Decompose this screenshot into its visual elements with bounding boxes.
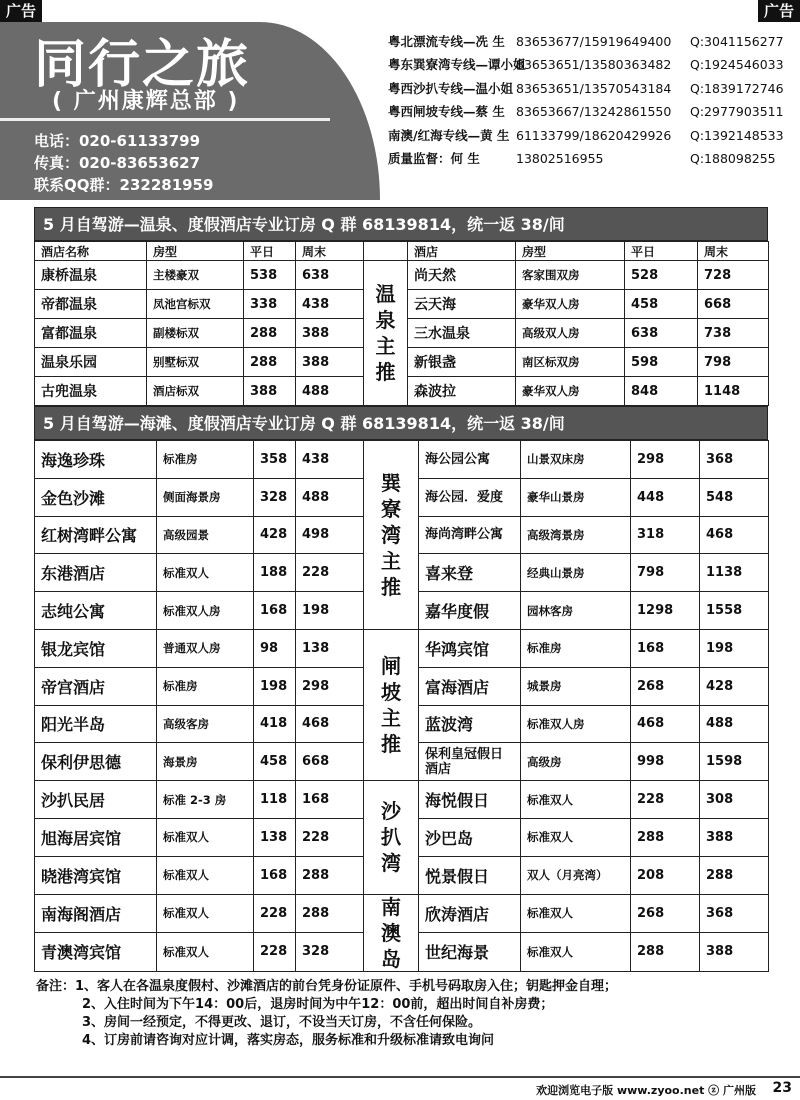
cell: 468: [700, 516, 769, 554]
cell: 228: [296, 554, 364, 592]
cell: 山景双床房: [521, 441, 631, 479]
cell: 喜来登: [419, 554, 521, 592]
cell: 主楼豪双: [147, 261, 244, 290]
cell: 双人（月亮湾）: [521, 856, 631, 894]
cell: 358: [254, 441, 296, 479]
column-header: 房型: [147, 242, 244, 261]
cell: 738: [698, 319, 769, 348]
cell: 海景房: [157, 743, 254, 781]
cell: 288: [296, 856, 364, 894]
cell: 538: [244, 261, 296, 290]
region-label-chars: [364, 654, 418, 756]
cell: 帝都温泉: [35, 290, 147, 319]
cell: 海逸珍珠: [35, 441, 157, 479]
contact-qq-group: 联系QQ群：232281959: [34, 176, 214, 194]
cell: 红树湾畔公寓: [35, 516, 157, 554]
line-name: 质量监督：何 生: [388, 151, 480, 167]
cell: 728: [698, 261, 769, 290]
cell: 康桥温泉: [35, 261, 147, 290]
cell: 保利皇冠假日酒店: [419, 743, 521, 781]
cell: 468: [296, 705, 364, 743]
cell: 228: [631, 781, 700, 819]
cell: 侧面海景房: [157, 478, 254, 516]
cell: 标准双人: [521, 894, 631, 933]
cell: 高级客房: [157, 705, 254, 743]
cell: 豪华双人房: [516, 377, 625, 406]
cell: 海悦假日: [419, 781, 521, 819]
cell: 458: [625, 290, 698, 319]
cell: 368: [700, 894, 769, 933]
cell: 标准房: [521, 629, 631, 667]
region-char: 坡: [381, 680, 401, 705]
cell: 388: [700, 818, 769, 856]
logo-panel: [0, 22, 380, 200]
cell: 标准房: [157, 441, 254, 479]
cell: 168: [296, 781, 364, 819]
cell: 188: [254, 554, 296, 592]
region-label: [364, 894, 419, 971]
table-row: [35, 629, 769, 667]
contact-line: [388, 124, 796, 147]
cell: 288: [631, 933, 700, 972]
section2-banner: 5 月自驾游—海滩、度假酒店专业订房 Q 群 68139814，统一返 38/间: [34, 406, 768, 440]
region-label: [364, 441, 419, 630]
cell: 1558: [700, 592, 769, 630]
cell: 东港酒店: [35, 554, 157, 592]
note-line: 3、房间一经预定，不得更改、退订，不设当天订房，不含任何保险。: [82, 1014, 482, 1030]
cell: 嘉华度假: [419, 592, 521, 630]
cell: 668: [698, 290, 769, 319]
cell: 308: [700, 781, 769, 819]
region-label-chars: [364, 895, 418, 971]
cell: 欣涛酒店: [419, 894, 521, 933]
cell: 海公园公寓: [419, 441, 521, 479]
cell: 228: [296, 818, 364, 856]
cell: 328: [296, 933, 364, 972]
region-char: 闸: [381, 654, 401, 679]
line-name: 南澳/红海专线—黄 生: [388, 127, 510, 143]
table-row: [35, 441, 769, 479]
cell: 1148: [698, 377, 769, 406]
cell: 高级园景: [157, 516, 254, 554]
beach-table: [34, 440, 769, 972]
cell: 森波拉: [408, 377, 516, 406]
line-qq: Q:188098255: [690, 151, 776, 167]
line-name: 粤西沙扒专线—温小姐: [388, 80, 514, 96]
note-line: 2、入住时间为下午14：00后，退房时间为中午12：00前，超出时间自补房费；: [82, 996, 554, 1012]
cell: 548: [700, 478, 769, 516]
cell: 468: [631, 705, 700, 743]
region-label: [364, 629, 419, 780]
line-phone: 83653651/13570543184: [516, 80, 672, 96]
contact-line: [388, 30, 796, 53]
cell: 云天海: [408, 290, 516, 319]
cell: 418: [254, 705, 296, 743]
region-char: 推: [381, 732, 401, 757]
cell: 晓港湾宾馆: [35, 856, 157, 894]
line-name: 粤北漂流专线—冼 生: [388, 34, 505, 49]
column-header: 酒店: [408, 242, 516, 261]
region-char: 主: [381, 548, 401, 573]
region-char: 沙: [381, 799, 401, 824]
region-char: 主: [375, 334, 396, 358]
cell: 园林客房: [521, 592, 631, 630]
cell: 海尚湾畔公寓: [419, 516, 521, 554]
region-label-chars: [364, 282, 407, 384]
cell: 228: [254, 933, 296, 972]
cell: 388: [296, 319, 364, 348]
cell: 标准双人: [521, 818, 631, 856]
cell: 488: [296, 478, 364, 516]
contact-phone: 电话：020-61133799: [34, 132, 201, 150]
line-qq: Q:1392148533: [690, 127, 784, 143]
cell: 蓝波湾: [419, 705, 521, 743]
cell: 经典山景房: [521, 554, 631, 592]
cell: 三水温泉: [408, 319, 516, 348]
column-header: 平日: [625, 242, 698, 261]
cell: 138: [254, 818, 296, 856]
cell: 标准双人房: [157, 592, 254, 630]
cell: 沙扒民居: [35, 781, 157, 819]
cell: 南海阁酒店: [35, 894, 157, 933]
cell: 标准双人: [157, 933, 254, 972]
region-char: 温: [375, 282, 396, 306]
line-phone: 83653667/13242861550: [516, 104, 672, 120]
cell: 普通双人房: [157, 629, 254, 667]
cell: 别墅标双: [147, 348, 244, 377]
contact-lines: [388, 30, 796, 170]
cell: 448: [631, 478, 700, 516]
cell: 298: [631, 441, 700, 479]
cell: 沙巴岛: [419, 818, 521, 856]
brand-title: 同行之旅: [34, 34, 251, 95]
page-number: 23: [772, 1080, 792, 1096]
cell: 标准双人: [521, 781, 631, 819]
cell: 城景房: [521, 667, 631, 705]
contact-fax: 传真：020-83653627: [34, 154, 201, 172]
note-line: 4、订房前请咨询对应计调，落实房态，服务标准和升级标准请致电询问: [82, 1032, 495, 1048]
cell: 豪华山景房: [521, 478, 631, 516]
cell: 阳光半岛: [35, 705, 157, 743]
cell: 318: [631, 516, 700, 554]
cell: 488: [700, 705, 769, 743]
line-name: 粤西闸坡专线—蔡 生: [388, 104, 505, 120]
ad-tag-left: 广告: [0, 0, 42, 22]
cell: 118: [254, 781, 296, 819]
cell: 旭海居宾馆: [35, 818, 157, 856]
cell: 288: [296, 894, 364, 933]
cell: 富海酒店: [419, 667, 521, 705]
cell: 298: [296, 667, 364, 705]
cell: 388: [296, 348, 364, 377]
cell: 368: [700, 441, 769, 479]
table-header-row: [35, 242, 769, 261]
table-row: [35, 261, 769, 290]
cell: 498: [296, 516, 364, 554]
header-spacer: [364, 242, 408, 261]
table-row: [35, 781, 769, 819]
region-char: 扒: [381, 825, 401, 850]
column-header: 房型: [516, 242, 625, 261]
cell: 208: [631, 856, 700, 894]
header: [0, 22, 800, 200]
cell: 世纪海景: [419, 933, 521, 972]
cell: 标准房: [157, 667, 254, 705]
cell: 438: [296, 290, 364, 319]
cell: 金色沙滩: [35, 478, 157, 516]
line-qq: Q:1839172746: [690, 80, 784, 96]
cell: 客家围双房: [516, 261, 625, 290]
cell: 668: [296, 743, 364, 781]
region-char: 澳: [381, 920, 401, 945]
cell: 168: [254, 856, 296, 894]
cell: 标准双人: [521, 933, 631, 972]
cell: 标准双人房: [521, 705, 631, 743]
cell: 豪华双人房: [516, 290, 625, 319]
notes: [34, 978, 768, 1050]
column-header: 平日: [244, 242, 296, 261]
cell: 98: [254, 629, 296, 667]
cell: 富都温泉: [35, 319, 147, 348]
cell: 高级双人房: [516, 319, 625, 348]
region-char: 推: [375, 360, 396, 384]
cell: 1298: [631, 592, 700, 630]
ad-tag-right: 广告: [758, 0, 800, 22]
footer: [0, 1076, 800, 1100]
line-phone: 83653677/15919649400: [516, 34, 672, 49]
region-char: 推: [381, 574, 401, 599]
cell: 高级湾景房: [521, 516, 631, 554]
region-char: 湾: [381, 522, 401, 547]
cell: 638: [625, 319, 698, 348]
cell: 华鸿宾馆: [419, 629, 521, 667]
cell: 帝宫酒店: [35, 667, 157, 705]
column-header: 酒店名称: [35, 242, 147, 261]
cell: 保利伊思德: [35, 743, 157, 781]
cell: 1598: [700, 743, 769, 781]
cell: 青澳湾宾馆: [35, 933, 157, 972]
cell: 528: [625, 261, 698, 290]
cell: 标准双人: [157, 554, 254, 592]
region-char: 岛: [381, 946, 401, 971]
table-row: [35, 894, 769, 933]
cell: 488: [296, 377, 364, 406]
line-qq: Q:3041156277: [690, 34, 784, 49]
line-name: 粤东巽寮湾专线—谭小姐: [388, 57, 526, 73]
footer-text: 欢迎浏览电子版 www.zyoo.net ⓩ 广州版: [536, 1084, 756, 1097]
line-phone: 83653651/13580363482: [516, 57, 672, 73]
cell: 海公园．爱度: [419, 478, 521, 516]
cell: 288: [700, 856, 769, 894]
region-label-chars: [364, 471, 418, 599]
cell: 168: [254, 592, 296, 630]
column-header: 周末: [698, 242, 769, 261]
cell: 598: [625, 348, 698, 377]
cell: 副楼标双: [147, 319, 244, 348]
cell: 南区标双房: [516, 348, 625, 377]
line-qq: Q:1924546033: [690, 57, 784, 73]
region-label-chars: [364, 799, 418, 875]
cell: 志纯公寓: [35, 592, 157, 630]
cell: 悦景假日: [419, 856, 521, 894]
cell: 198: [296, 592, 364, 630]
cell: 798: [698, 348, 769, 377]
cell: 798: [631, 554, 700, 592]
cell: 标准双人: [157, 894, 254, 933]
cell: 428: [254, 516, 296, 554]
cell: 228: [254, 894, 296, 933]
cell: 198: [254, 667, 296, 705]
cell: 标准 2-3 房: [157, 781, 254, 819]
region-label: [364, 781, 419, 894]
line-qq: Q:2977903511: [690, 104, 784, 120]
cell: 288: [244, 319, 296, 348]
region-char: 巽: [381, 470, 401, 495]
contact-line: [388, 147, 796, 170]
cell: 848: [625, 377, 698, 406]
cell: 198: [700, 629, 769, 667]
cell: 高级房: [521, 743, 631, 781]
line-phone: 13802516955: [516, 151, 604, 167]
cell: 288: [631, 818, 700, 856]
note-line: 备注：1、客人在各温泉度假村、沙滩酒店的前台凭身份证原件、手机号码取房入住；钥匙押金自理；: [36, 978, 618, 994]
cell: 银龙宾馆: [35, 629, 157, 667]
main-content: [34, 207, 768, 1050]
column-header: 周末: [296, 242, 364, 261]
cell: 328: [254, 478, 296, 516]
region-char: 主: [381, 706, 401, 731]
cell: 1138: [700, 554, 769, 592]
cell: 古兜温泉: [35, 377, 147, 406]
brand-subtitle: ( 广州康辉总部 ): [52, 89, 240, 114]
cell: 酒店标双: [147, 377, 244, 406]
contact-line: [388, 53, 796, 76]
cell: 标准双人: [157, 818, 254, 856]
line-phone: 61133799/18620429926: [516, 127, 672, 143]
cell: 新银盏: [408, 348, 516, 377]
contact-line: [388, 77, 796, 100]
hot-spring-table: [34, 241, 769, 406]
region-char: 湾: [381, 851, 401, 876]
cell: 998: [631, 743, 700, 781]
region-char: 泉: [375, 308, 396, 332]
cell: 388: [244, 377, 296, 406]
cell: 温泉乐园: [35, 348, 147, 377]
cell: 388: [700, 933, 769, 972]
contact-line: [388, 100, 796, 123]
cell: 268: [631, 667, 700, 705]
region-char: 南: [381, 894, 401, 919]
cell: 168: [631, 629, 700, 667]
region-char: 寮: [381, 496, 401, 521]
cell: 288: [244, 348, 296, 377]
region-label: [364, 261, 408, 406]
cell: 尚天然: [408, 261, 516, 290]
cell: 438: [296, 441, 364, 479]
cell: 凤池宫标双: [147, 290, 244, 319]
cell: 268: [631, 894, 700, 933]
cell: 标准双人: [157, 856, 254, 894]
cell: 638: [296, 261, 364, 290]
cell: 138: [296, 629, 364, 667]
section1-banner: 5 月自驾游—温泉、度假酒店专业订房 Q 群 68139814，统一返 38/间: [34, 207, 768, 241]
cell: 338: [244, 290, 296, 319]
cell: 428: [700, 667, 769, 705]
cell: 458: [254, 743, 296, 781]
